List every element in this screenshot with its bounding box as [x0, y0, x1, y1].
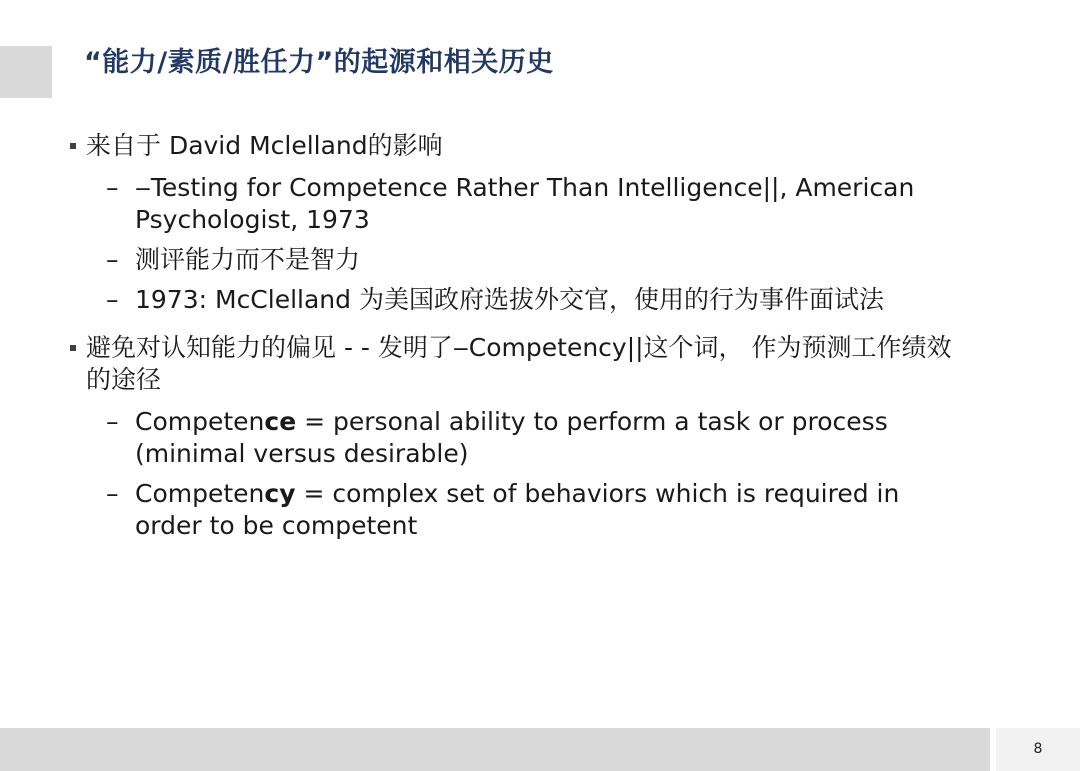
definition-text: = personal ability to perform a task or process (minimal versus desirable) — [135, 407, 888, 468]
sub-bullet-text: ‒Testing for Competence Rather Than Intelligence||, American Psychologist, 1973 — [135, 173, 915, 234]
sub-bullet-1-1 — [68, 172, 968, 236]
dash-icon: – — [106, 479, 119, 508]
dash-icon: – — [106, 173, 119, 202]
sub-bullet-1-3 — [68, 284, 968, 316]
square-bullet-icon — [70, 345, 76, 351]
definition-text: = complex set of behaviors which is required in order to be competent — [135, 479, 900, 540]
dash-icon: – — [106, 285, 119, 314]
term-suffix-bold: ce — [264, 407, 297, 436]
sub-bullet-text: 测评能力而不是智力 — [135, 245, 361, 274]
dash-icon: – — [106, 407, 119, 436]
slide-content — [68, 130, 968, 550]
bullet-2 — [68, 332, 968, 396]
term-suffix-bold: cy — [264, 479, 296, 508]
sub-bullet-1-2 — [68, 244, 968, 276]
title-marker — [0, 46, 52, 98]
bullet-text: 来自于 David Mclelland的影响 — [86, 131, 443, 160]
sub-bullet-2-1 — [68, 406, 968, 470]
term-prefix: Competen — [135, 407, 265, 436]
footer-bar — [0, 728, 990, 771]
sub-bullet-2-2 — [68, 478, 968, 542]
dash-icon: – — [106, 245, 119, 274]
slide-title: “能力/素质/胜任力”的起源和相关历史 — [84, 47, 554, 78]
bullet-1 — [68, 130, 968, 162]
square-bullet-icon — [70, 143, 76, 149]
bullet-text: 避免对认知能力的偏见 - - 发明了‒Competency||这个词， 作为预测工作绩效的途径 — [86, 333, 952, 394]
term-prefix: Competen — [135, 479, 265, 508]
page-number: 8 — [996, 728, 1080, 771]
sub-bullet-text: 1973: McClelland 为美国政府选拔外交官，使用的行为事件面试法 — [135, 285, 884, 314]
